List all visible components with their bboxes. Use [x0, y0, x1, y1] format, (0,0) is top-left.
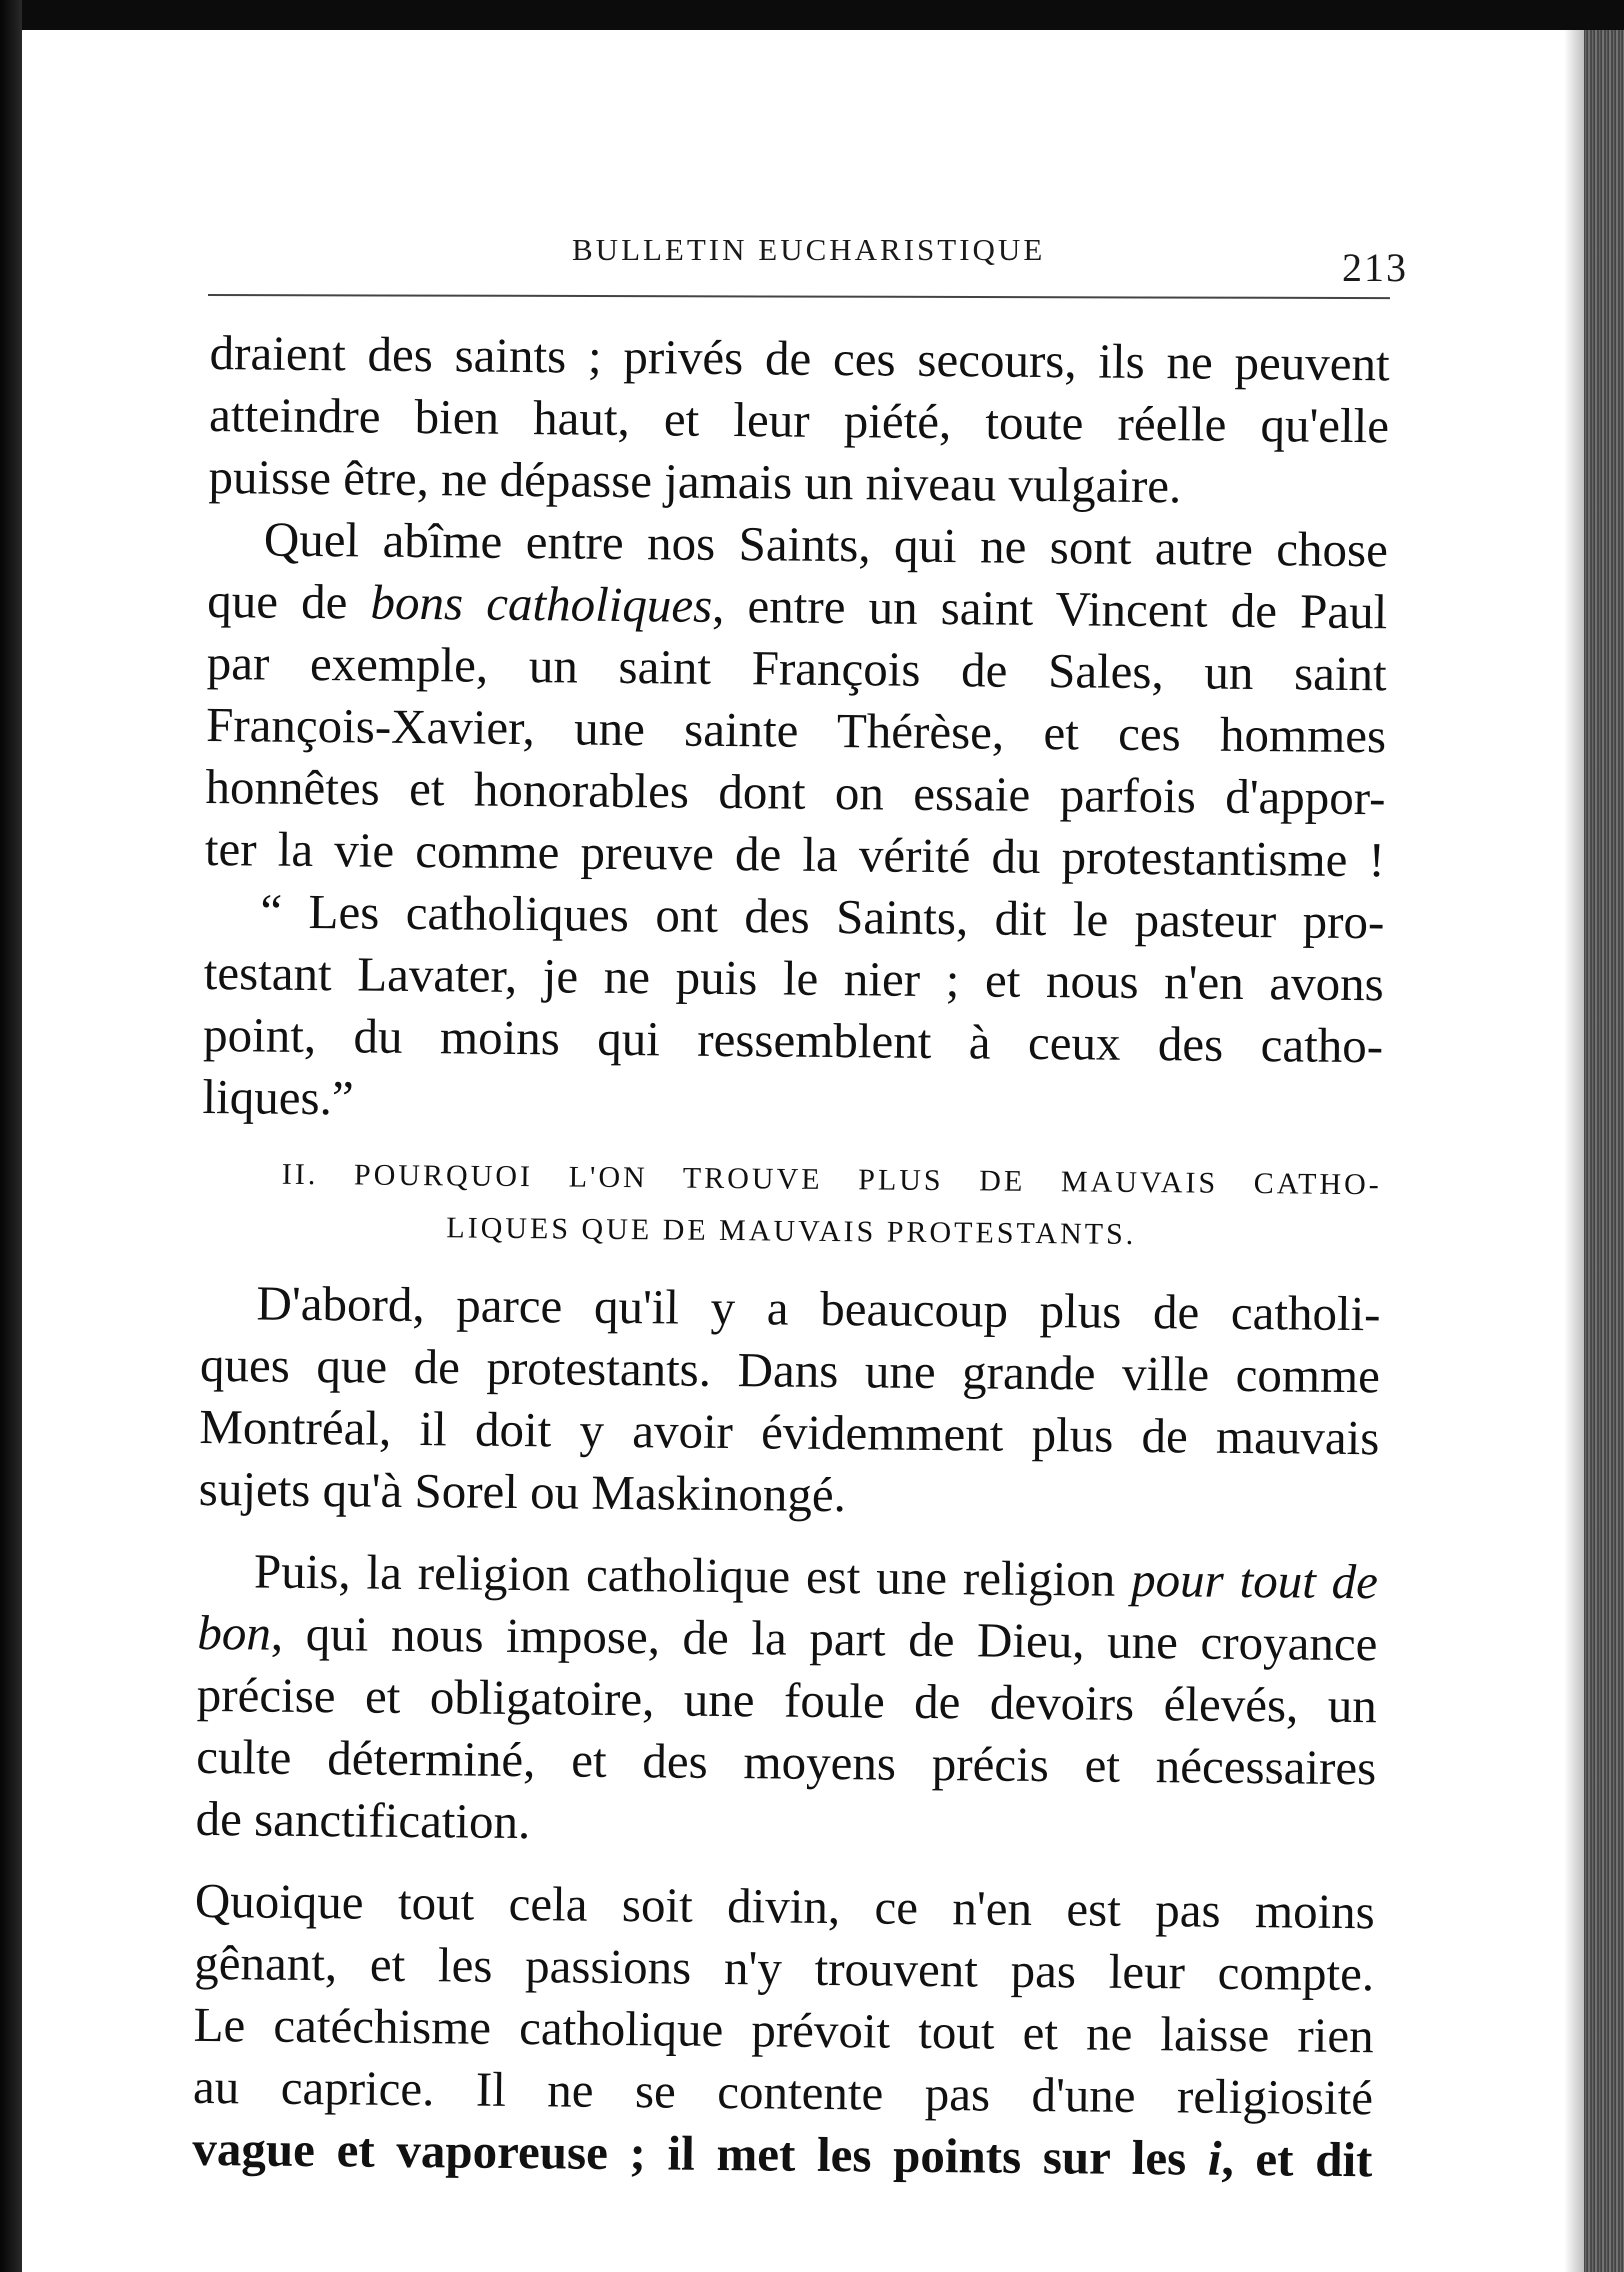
section-heading: II. POURQUOI L'ON TROUVE PLUS DE MAUVAIS CATHO-	[281, 1157, 1382, 1202]
binding-shadow	[0, 0, 22, 2272]
text-line: honnêtes et honorables dont on essaie parfois d'appor-	[205, 758, 1386, 826]
text-run: , et dit	[1221, 2130, 1373, 2188]
text-line: ques que de protestants. Dans une grande ville comme	[199, 1336, 1381, 1404]
text-line	[197, 1602, 1378, 1675]
text-line: de sanctification.	[195, 1790, 531, 1850]
text-line: au caprice. Il ne se contente pas d'une religiosité	[192, 2058, 1374, 2126]
text-run: vague et vaporeuse ; il met les points sur les	[192, 2120, 1209, 2186]
text-line: Quoique tout cela soit divin, ce n'en est pas moins	[194, 1872, 1376, 1940]
text-line: gênant, et les passions n'y trouvent pas leur compte.	[193, 1934, 1375, 2002]
italic-letter: i	[1207, 2130, 1222, 2186]
italic-phrase: pour tout de	[1130, 1551, 1379, 1610]
text-line: culte déterminé, et des moyens précis et nécessaires	[195, 1728, 1377, 1796]
text-line: Le catéchisme catholique prévoit tout et ne laisse rien	[193, 1996, 1374, 2064]
text-line: Montréal, il doit y avoir évidemment plus de mauvais	[199, 1398, 1380, 1466]
text-line: puisse être, ne dépasse jamais un niveau vulgaire.	[208, 448, 1182, 514]
text-run: , entre un saint Vincent de Paul	[711, 577, 1388, 640]
text-run: , qui nous impose, de la part de Dieu, une croyance	[270, 1605, 1378, 1672]
running-head: BULLETIN EUCHARISTIQUE	[572, 232, 1046, 267]
text-line: liques.”	[202, 1068, 354, 1126]
section-heading: LIQUES QUE DE MAUVAIS PROTESTANTS.	[446, 1211, 1137, 1251]
italic-phrase: bon	[197, 1604, 272, 1661]
text-line	[207, 570, 1388, 643]
text-line	[198, 1540, 1379, 1613]
body-text	[192, 322, 1390, 2191]
text-line: testant Lavater, je ne puis le nier ; et nous n'en avons	[203, 944, 1384, 1012]
text-line: “ Les catholiques ont des Saints, dit le pasteur pro-	[260, 883, 1385, 950]
italic-phrase: bons catholiques	[370, 574, 713, 633]
fore-edge-shadow	[1564, 30, 1584, 2272]
text-run: que de	[207, 572, 371, 630]
text-line: sujets qu'à Sorel ou Maskinongé.	[198, 1460, 847, 1523]
text-line	[192, 2118, 1373, 2191]
text-line: point, du moins qui ressemblent à ceux des catho-	[202, 1006, 1384, 1074]
text-line: D'abord, parce qu'il y a beaucoup plus de catholi-	[256, 1275, 1381, 1342]
text-line: François-Xavier, une sainte Thérèse, et ces hommes	[205, 696, 1387, 764]
text-line: Quel abîme entre nos Saints, qui ne sont autre chose	[263, 511, 1389, 578]
page-stack-edge	[1584, 30, 1624, 2272]
page-number: 213	[1342, 245, 1408, 290]
text-run: Puis, la religion catholique est une religion	[253, 1543, 1132, 1607]
text-line: draient des saints ; privés de ces secours, ils ne peuvent	[209, 324, 1390, 392]
text-line: précise et obligatoire, une foule de devoirs élevés, un	[196, 1666, 1378, 1734]
text-line: ter la vie comme preuve de la vérité du protestantisme !	[204, 820, 1386, 888]
text-line: atteindre bien haut, et leur piété, toute réelle qu'elle	[208, 386, 1390, 454]
text-line: par exemple, un saint François de Sales, un saint	[206, 634, 1387, 702]
